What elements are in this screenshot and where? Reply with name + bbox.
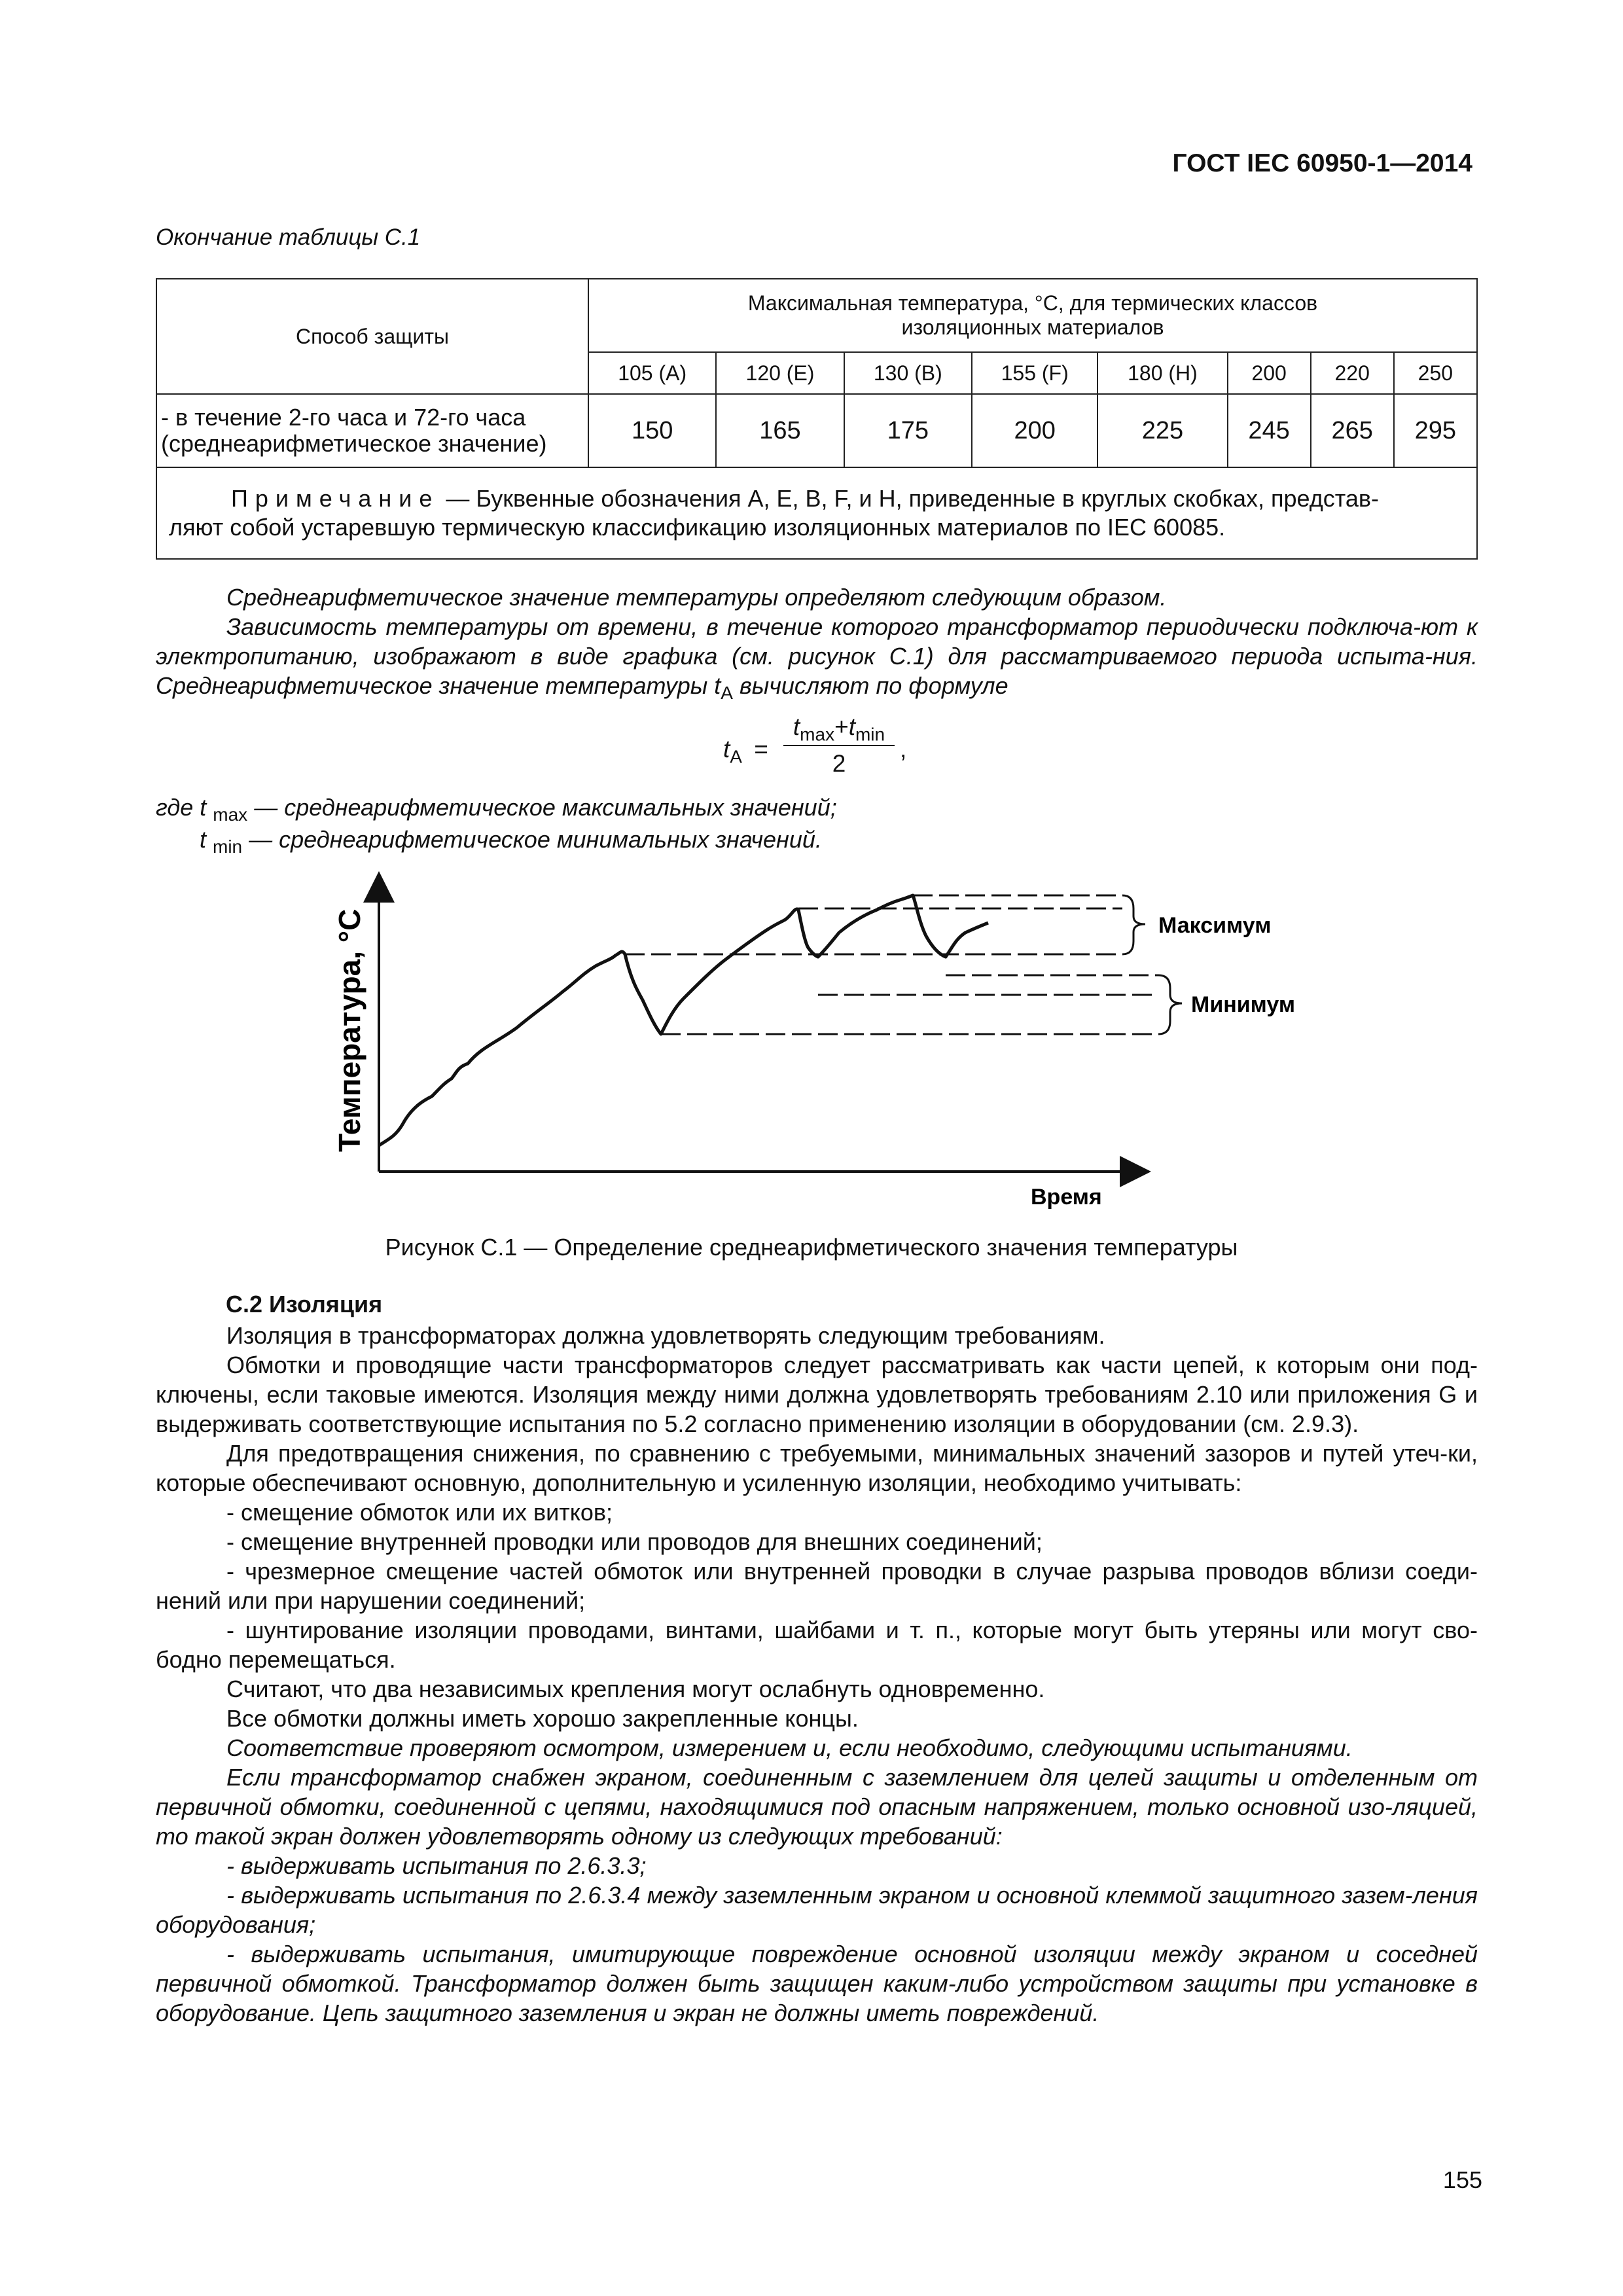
t-symbol: t: [714, 672, 721, 699]
bullet-4: - шунтирование изоляции проводами, винтами, шайбами и т. п., которые могут быть утеряны или могут сво-бодно перемещаться.: [156, 1617, 1478, 1673]
table-cell: 175: [844, 394, 972, 467]
class-header: 105 (А): [588, 352, 716, 394]
class-header: 250: [1394, 352, 1477, 394]
page-number: 155: [1442, 2166, 1482, 2193]
formula-comma: ,: [900, 736, 907, 762]
where-tmin: [200, 826, 822, 857]
where-tmax-text: — среднеарифметическое максимальных значений;: [247, 794, 837, 821]
table-note: [156, 467, 1477, 559]
class-header: 200: [1228, 352, 1311, 394]
where-tmin-sub: min: [213, 836, 243, 857]
note-lead: Примечание: [231, 485, 440, 512]
intro-paragraph-2: [156, 612, 1478, 708]
formula: [723, 713, 933, 785]
section-title: С.2 Изоляция: [226, 1291, 383, 1318]
table-cell: 295: [1394, 394, 1477, 467]
table-cell: 225: [1097, 394, 1227, 467]
row-label-line1: - в течение 2-го часа и 72-го часа: [161, 404, 526, 431]
section-p2: Обмотки и проводящие части трансформаторов следует рассматривать как части цепей, к которым они под-ключены, если таковые имеются. Изоляция между ними должна удовлетворять требованиям 2.10 или приложения G и выдерживать соответствующие испытания по 5.2 согласно применению изоляции в оборудовании (см. 2.9.3).: [156, 1352, 1478, 1437]
note-line2: ляют собой устаревшую термическую классификацию изоляционных материалов по IEC 60085.: [169, 514, 1226, 541]
temperature-curve: [379, 895, 988, 1145]
class-header: 120 (Е): [716, 352, 844, 394]
section-p4: Считают, что два независимых крепления могут ослабнуть одновременно.: [226, 1676, 1045, 1702]
header-max-temp-line2: изоляционных материалов: [901, 315, 1164, 339]
header-max-temp: [588, 279, 1477, 352]
header-max-temp-line1: Максимальная температура, °С, для термических классов: [747, 291, 1318, 315]
temperature-graph: [308, 870, 1355, 1224]
section-p1: Изоляция в трансформаторах должна удовлетворять следующим требованиям.: [226, 1322, 1105, 1349]
row-label: [156, 394, 588, 467]
where-tmax-prefix: где t: [156, 794, 213, 821]
class-header: 130 (В): [844, 352, 972, 394]
where-tmin-prefix: t: [200, 826, 213, 853]
y-axis-label: Температура, °С: [332, 908, 366, 1152]
bullet-1: - смещение обмоток или их витков;: [226, 1499, 613, 1526]
figure-caption: Рисунок С.1 — Определение среднеарифметического значения температуры: [385, 1234, 1238, 1261]
note-line1: — Буквенные обозначения А, Е, В, F, и Н, приведенные в круглых скобках, представ-: [439, 485, 1379, 512]
item-3: - выдерживать испытания, имитирующие повреждение основной изоляции между экраном и соседней первичной обмоткой. Трансформатор должен быть защищен каким-либо устройством защиты при установке в оборудование. Цепь защитного заземления и экран не должны иметь повреждений.: [156, 1941, 1478, 2026]
bullet-3: - чрезмерное смещение частей обмоток или внутренней проводки в случае разрыва проводов вблизи соеди-нений или при нарушении соединений;: [156, 1558, 1478, 1614]
formula-lhs-sub: A: [730, 746, 742, 767]
where-tmax-sub: max: [213, 804, 248, 825]
min-brace: [1158, 975, 1182, 1034]
intro-p2-start: Зависимость температуры от времени, в течение которого трансформатор периодически подключа-ют к электропитанию, изображают в виде графика (см. рисунок С.1) для рассматриваемого периода испыта-ния. Среднеарифметическое значение температуры: [156, 613, 1478, 699]
intro-paragraph-1: Среднеарифметическое значение температуры определяют следующим образом.: [226, 584, 1167, 611]
label-minimum: Минимум: [1191, 992, 1295, 1017]
section-p3: Для предотвращения снижения, по сравнению с требуемыми, минимальных значений зазоров и путей утеч-ки, которые обеспечивают основную, дополнительную и усиленную изоляции, необходимо учитывать:: [156, 1440, 1478, 1496]
section-p6: Соответствие проверяют осмотром, измерением и, если необходимо, следующими испытаниями.: [226, 1734, 1353, 1761]
table-cell: 150: [588, 394, 716, 467]
table-cell: 265: [1311, 394, 1394, 467]
intro-p2-end: вычисляют по формуле: [732, 672, 1008, 699]
class-header: 155 (F): [972, 352, 1097, 394]
table-cell: 165: [716, 394, 844, 467]
formula-denominator: 2: [832, 750, 846, 777]
formula-equals: =: [754, 736, 768, 762]
max-brace: [1122, 895, 1145, 954]
formula-t1: t: [793, 713, 800, 740]
table-cell: 200: [972, 394, 1097, 467]
where-tmin-text: — среднеарифметическое минимальных значений.: [242, 826, 822, 853]
section-p5: Все обмотки должны иметь хорошо закрепленные концы.: [226, 1705, 859, 1732]
temperature-table: [156, 278, 1478, 560]
row-label-line2: (среднеарифметическое значение): [161, 430, 547, 457]
item-2: - выдерживать испытания по 2.6.3.4 между заземленным экраном и основной клеммой защитного зазем-ления оборудования;: [156, 1882, 1478, 1938]
label-maximum: Максимум: [1158, 913, 1272, 938]
document-code: ГОСТ IEC 60950-1—2014: [1172, 149, 1472, 177]
formula-t2: t: [848, 713, 855, 740]
where-tmax: [156, 794, 837, 825]
formula-sub-max: max: [800, 724, 835, 745]
formula-lhs-t: t: [723, 736, 730, 762]
class-header: 180 (Н): [1097, 352, 1227, 394]
t-subscript: A: [721, 683, 733, 704]
item-1: - выдерживать испытания по 2.6.3.3;: [226, 1852, 647, 1879]
header-method: Способ защиты: [156, 279, 588, 394]
table-caption: Окончание таблицы С.1: [156, 224, 421, 250]
formula-sub-min: min: [855, 724, 885, 745]
x-axis-label: Время: [1031, 1185, 1102, 1210]
bullet-2: - смещение внутренней проводки или проводов для внешних соединений;: [226, 1528, 1043, 1555]
class-header: 220: [1311, 352, 1394, 394]
table-cell: 245: [1228, 394, 1311, 467]
formula-plus: +: [834, 713, 849, 740]
section-p7: Если трансформатор снабжен экраном, соединенным с заземлением для целей защиты и отделенным от первичной обмотки, соединенной с цепями, находящимися под опасным напряжением, только основной изо-ляцией, то такой экран должен удовлетворять одному из следующих требований:: [156, 1764, 1478, 1850]
